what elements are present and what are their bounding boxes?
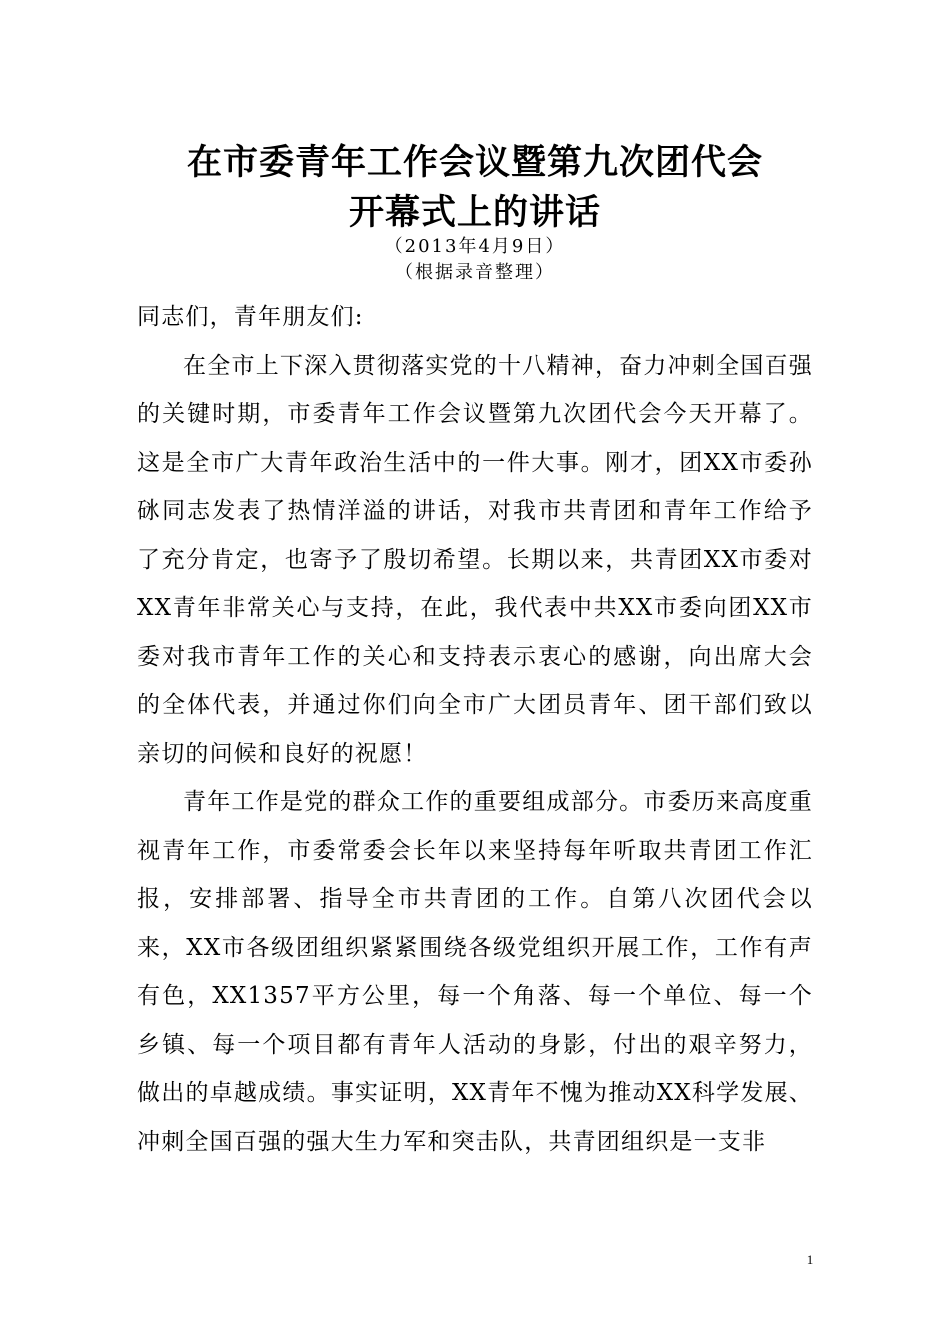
greeting: 同志们，青年朋友们:	[137, 304, 364, 330]
page-number: 1	[806, 1252, 814, 1267]
speech-body	[137, 293, 813, 1166]
document-title-line-1: 在市委青年工作会议暨第九次团代会	[186, 143, 763, 183]
speech-date: （2013年4月9日）	[384, 236, 566, 257]
paragraph-2: 青年工作是党的群众工作的重要组成部分。市委历来高度重视青年工作，市委常委会长年以来坚持每年听取共青团工作汇报，安排部署、指导全市共青团的工作。自第八次团代会以来，XX市各级团组织紧紧围绕各级党组织开展工作，工作有声有色，XX1357平方公里，每一个角落、每一个单位、每一个乡镇、每一个项目都有青年人活动的身影，付出的艰辛努力，做出的卓越成绩。事实证明，XX青年不愧为推动XX科学发展、冲刺全国百强的强大生力军和突击队，共青团组织是一支非	[137, 789, 813, 1155]
document-title-line-2: 开幕式上的讲话	[348, 193, 601, 233]
paragraph-1: 在全市上下深入贯彻落实党的十八精神，奋力冲刺全国百强的关键时期，市委青年工作会议暨第九次团代会今天开幕了。这是全市广大青年政治生活中的一件大事。刚才，团XX市委孙砯同志发表了热情洋溢的讲话，对我市共青团和青年工作给予了充分肯定，也寄予了殷切希望。长期以来，共青团XX市委对XX青年非常关心与支持，在此，我代表中共XX市委向团XX市委对我市青年工作的关心和支持表示衷心的感谢，向出席大会的全体代表，并通过你们向全市广大团员青年、团干部们致以亲切的问候和良好的祝愿！	[137, 352, 813, 767]
transcription-note: （根据录音整理）	[395, 262, 555, 283]
